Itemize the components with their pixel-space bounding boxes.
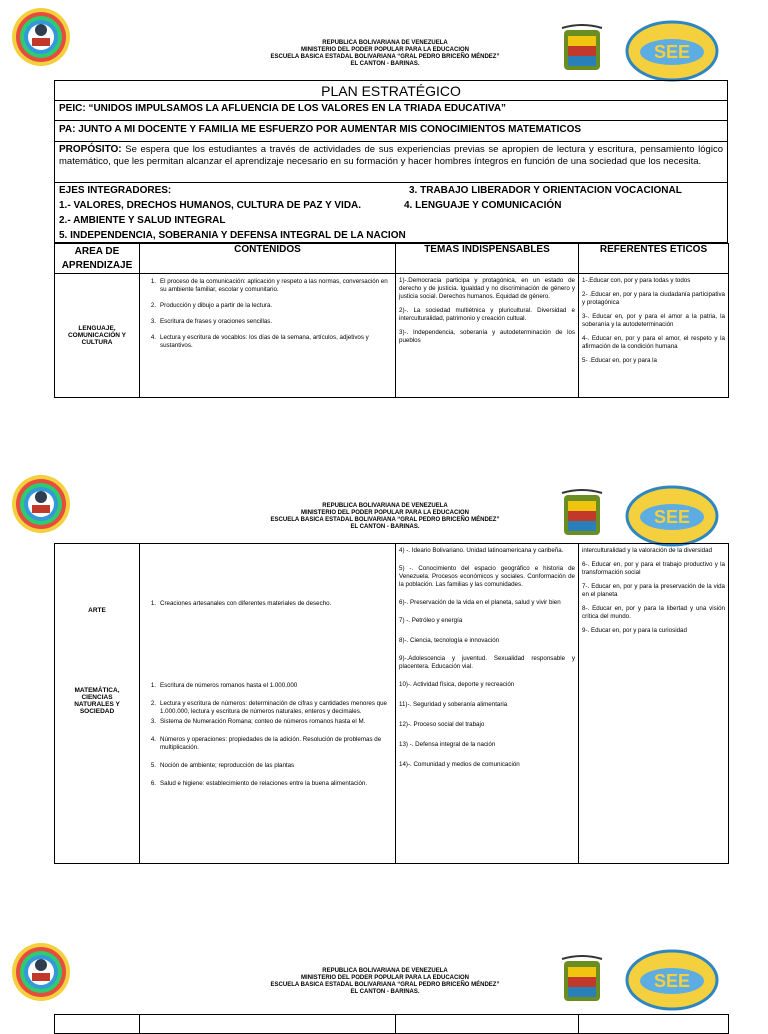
referentes-cell-page-1 bbox=[579, 274, 729, 398]
area-arte: ARTE bbox=[88, 607, 106, 614]
coat-of-arms-icon bbox=[560, 489, 604, 537]
header-line-3: ESCUELA BASICA ESTADAL BOLIVARIANA “GRAL PEDRO BRICEÑO MÉNDEZ” bbox=[270, 982, 500, 988]
institution-header bbox=[250, 40, 520, 68]
referentes-cell-page-2 bbox=[579, 544, 729, 864]
list-item: 3. Escritura de frases y oraciones sencillas. bbox=[150, 318, 273, 325]
referente-item: 5- .Educar en, por y para la bbox=[582, 357, 657, 364]
eje-5: 5. INDEPENDENCIA, SOBERANIA Y DEFENSA INTEGRAL DE LA NACION bbox=[59, 230, 406, 241]
header-line-2: MINISTERIO DEL PODER POPULAR PARA LA EDUCACION bbox=[300, 975, 469, 981]
contenidos-list-lenguaje bbox=[140, 274, 395, 350]
header-line-1: REPUBLICA BOLIVARIANA DE VENEZUELA bbox=[322, 968, 448, 974]
referente-item: 6-. Educar en, por y para el trabajo productivo y la transformación social bbox=[582, 561, 725, 576]
see-logo-text: SEE bbox=[653, 507, 691, 527]
referente-item: 4-. Educar en, por y para el amor, el respeto y la afirmación de la condición humana bbox=[582, 335, 725, 350]
temas-cell-page-1 bbox=[396, 274, 579, 398]
list-item: 1. Escritura de números romanos hasta el 1.000.000 bbox=[150, 682, 298, 689]
list-item: 2. Lectura y escritura de números: determinación de cifras y cantidades menores que 1.000.000, lectura y escritura de números naturales, enteros y decimales. bbox=[150, 700, 387, 715]
tema-item: 13) -. Defensa integral de la nación bbox=[399, 741, 496, 748]
eje-2: 2.- AMBIENTE Y SALUD INTEGRAL bbox=[59, 215, 226, 226]
tema-item: 14)-. Comunidad y medios de comunicación bbox=[399, 761, 520, 768]
contenidos-list-arte bbox=[140, 596, 395, 616]
referente-item: 9-. Educar en, por y para la curiosidad bbox=[582, 627, 687, 634]
header-line-3: ESCUELA BASICA ESTADAL BOLIVARIANA “GRAL PEDRO BRICEÑO MÉNDEZ” bbox=[270, 54, 500, 60]
proposito-block bbox=[54, 142, 728, 183]
page-3 bbox=[0, 935, 768, 1024]
list-item: 2. Producción y dibujo a partir de la lectura. bbox=[150, 302, 273, 309]
coat-of-arms-icon bbox=[560, 955, 604, 1003]
list-item: 1. El proceso de la comunicación: aplicación y respeto a las normas, conversación en su ambiente familiar, escolar y comunitario. bbox=[150, 278, 388, 293]
table-row bbox=[55, 544, 729, 864]
referente-item: 7-. Educar en, por y para la preservación de la vida en el planeta bbox=[582, 583, 725, 598]
see-logo-text: SEE bbox=[653, 971, 691, 991]
see-logo-icon bbox=[625, 949, 719, 1011]
plan-table-page-1 bbox=[54, 243, 729, 398]
tema-item: 10)-. Actividad física, deporte y recreación bbox=[399, 681, 515, 688]
header-line-4: EL CANTON - BARINAS. bbox=[350, 524, 420, 530]
referente-item: 3-. Educar en, por y para el amor a la patria, la soberanía y la autodeterminación bbox=[582, 313, 725, 328]
list-item: 3. Sistema de Numeración Romana; conteo de números romanos hasta el M. bbox=[150, 718, 366, 725]
header-line-4: EL CANTON - BARINAS. bbox=[350, 989, 420, 995]
contenidos-list-matematica bbox=[140, 678, 395, 796]
col-temas-header: TEMAS INDISPENSABLES bbox=[396, 244, 579, 274]
list-item: 4. Lectura y escritura de vocablos: los días de la semana, artículos, adjetivos y sustantivos. bbox=[150, 334, 369, 349]
referente-item: 2- .Educar en, por y para la ciudadanía participativa y protagónica bbox=[582, 291, 725, 306]
ejes-block bbox=[54, 183, 728, 243]
tema-item: 2)-. La sociedad multiétnica y pluricultural. Diversidad e interculturalidad, patrimonio y creación cultual. bbox=[399, 307, 575, 322]
eje-3: 3. TRABAJO LIBERADOR Y ORIENTACION VOCACIONAL bbox=[409, 185, 682, 196]
proposito-label: PROPÓSITO: bbox=[59, 144, 122, 155]
referente-item: interculturalidad y la valoración de la diversidad bbox=[582, 547, 713, 554]
list-item: 4. Números y operaciones: propiedades de la adición. Resolución de problemas de multiplicación. bbox=[150, 736, 382, 751]
list-item: 6. Salud e higiene: establecimiento de relaciones entre la buena alimentación. bbox=[150, 780, 368, 787]
tema-item: 11)-. Seguridad y soberanía alimentaria bbox=[399, 701, 508, 708]
eje-1: 1.- VALORES, DRECHOS HUMANOS, CULTURA DE PAZ Y VIDA. bbox=[59, 200, 362, 211]
tema-item: 6)-. Preservación de la vida en el planeta, salud y vivir bien bbox=[399, 599, 561, 606]
institution-header bbox=[250, 968, 520, 996]
tema-item: 12)-. Proceso social del trabajo bbox=[399, 721, 485, 728]
school-emblem-icon bbox=[10, 473, 72, 535]
col-referentes-header: REFERENTES ÉTICOS bbox=[579, 244, 729, 274]
header-line-2: MINISTERIO DEL PODER POPULAR PARA LA EDUCACION bbox=[300, 510, 469, 516]
header-line-1: REPUBLICA BOLIVARIANA DE VENEZUELA bbox=[322, 40, 448, 46]
coat-of-arms-icon bbox=[560, 24, 604, 72]
list-item: 1. Creaciones artesanales con diferentes materiales de desecho. bbox=[150, 600, 332, 607]
see-logo-icon bbox=[625, 20, 719, 82]
header-line-2: MINISTERIO DEL PODER POPULAR PARA LA EDUCACION bbox=[300, 47, 469, 53]
plan-table-page-3 bbox=[54, 1014, 729, 1034]
tema-item: 4) -. Ideario Bolivariano. Unidad latinoamericana y caribeña. bbox=[399, 547, 564, 554]
table-row bbox=[55, 274, 729, 398]
tema-item: 9)-.Adolescencia y juventud. Sexualidad responsable y placentera. Educación vial. bbox=[399, 655, 575, 670]
plan-table-page-2 bbox=[54, 543, 729, 864]
institution-header bbox=[250, 503, 520, 531]
col-area-header: AREA DE APRENDIZAJE bbox=[55, 244, 140, 274]
col-contenidos-header: CONTENIDOS bbox=[140, 244, 396, 274]
proposito-text: Se espera que los estudiantes a través de actividades de sus experiencias previas se apropien de lectura y escritura, pensamiento lógico matemático, que les permitan alcanzar el aprendizaje necesario en su formación y hacer hombres íntegros en función de una sociedad que los necesita. bbox=[59, 144, 723, 167]
header-line-3: ESCUELA BASICA ESTADAL BOLIVARIANA “GRAL PEDRO BRICEÑO MÉNDEZ” bbox=[270, 517, 500, 523]
see-logo-text: SEE bbox=[653, 42, 691, 62]
tema-item: 7) -. Petróleo y energía bbox=[399, 617, 463, 624]
tema-item: 1)-.Democracia participa y protagónica, en un estado de derecho y de justicia. Igualdad y no discriminación de género y justicia social. Derechos humanos. Equidad de género. bbox=[399, 277, 575, 300]
page-2 bbox=[0, 465, 768, 875]
tema-item: 3)-. Independencia, soberanía y autodeterminación de los pueblos bbox=[399, 329, 575, 344]
table-row bbox=[55, 1015, 729, 1034]
pa-line: PA: JUNTO A MI DOCENTE Y FAMILIA ME ESFUERZO POR AUMENTAR MIS CONOCIMIENTOS MATEMATICOS bbox=[54, 121, 728, 142]
tema-item: 5) -. Conocimiento del espacio geográfico e historia de Venezuela. Procesos económicos y sociales. Conformación de la población. Las familias y las comunidades. bbox=[399, 565, 575, 588]
table-header-row bbox=[55, 244, 729, 274]
see-logo-icon bbox=[625, 485, 719, 547]
eje-4: 4. LENGUAJE Y COMUNICACIÓN bbox=[404, 200, 562, 211]
plan-title: PLAN ESTRATÉGICO bbox=[54, 80, 728, 101]
school-emblem-icon bbox=[10, 941, 72, 1003]
area-lenguaje: LENGUAJE, COMUNICACIÓN Y CULTURA bbox=[67, 325, 127, 346]
area-matematica: MATEMÁTICA, CIENCIAS NATURALES Y SOCIEDAD bbox=[74, 687, 120, 715]
header-line-4: EL CANTON - BARINAS. bbox=[350, 61, 420, 67]
tema-item: 8)-. Ciencia, tecnología e innovación bbox=[399, 637, 500, 644]
referente-item: 8-. Educar en, por y para la libertad y una visión crítica del mundo. bbox=[582, 605, 725, 620]
peic-line: PEIC: “UNIDOS IMPULSAMOS LA AFLUENCIA DE LOS VALORES EN LA TRIADA EDUCATIVA” bbox=[54, 101, 728, 121]
temas-cell-page-2 bbox=[396, 544, 579, 864]
ejes-label: EJES INTEGRADORES: bbox=[59, 185, 172, 196]
page-1 bbox=[0, 0, 768, 400]
list-item: 5. Noción de ambiente; reproducción de las plantas bbox=[150, 762, 295, 769]
referente-item: 1-.Educar con, por y para todas y todos bbox=[582, 277, 691, 284]
header-line-1: REPUBLICA BOLIVARIANA DE VENEZUELA bbox=[322, 503, 448, 509]
school-emblem-icon bbox=[10, 6, 72, 68]
